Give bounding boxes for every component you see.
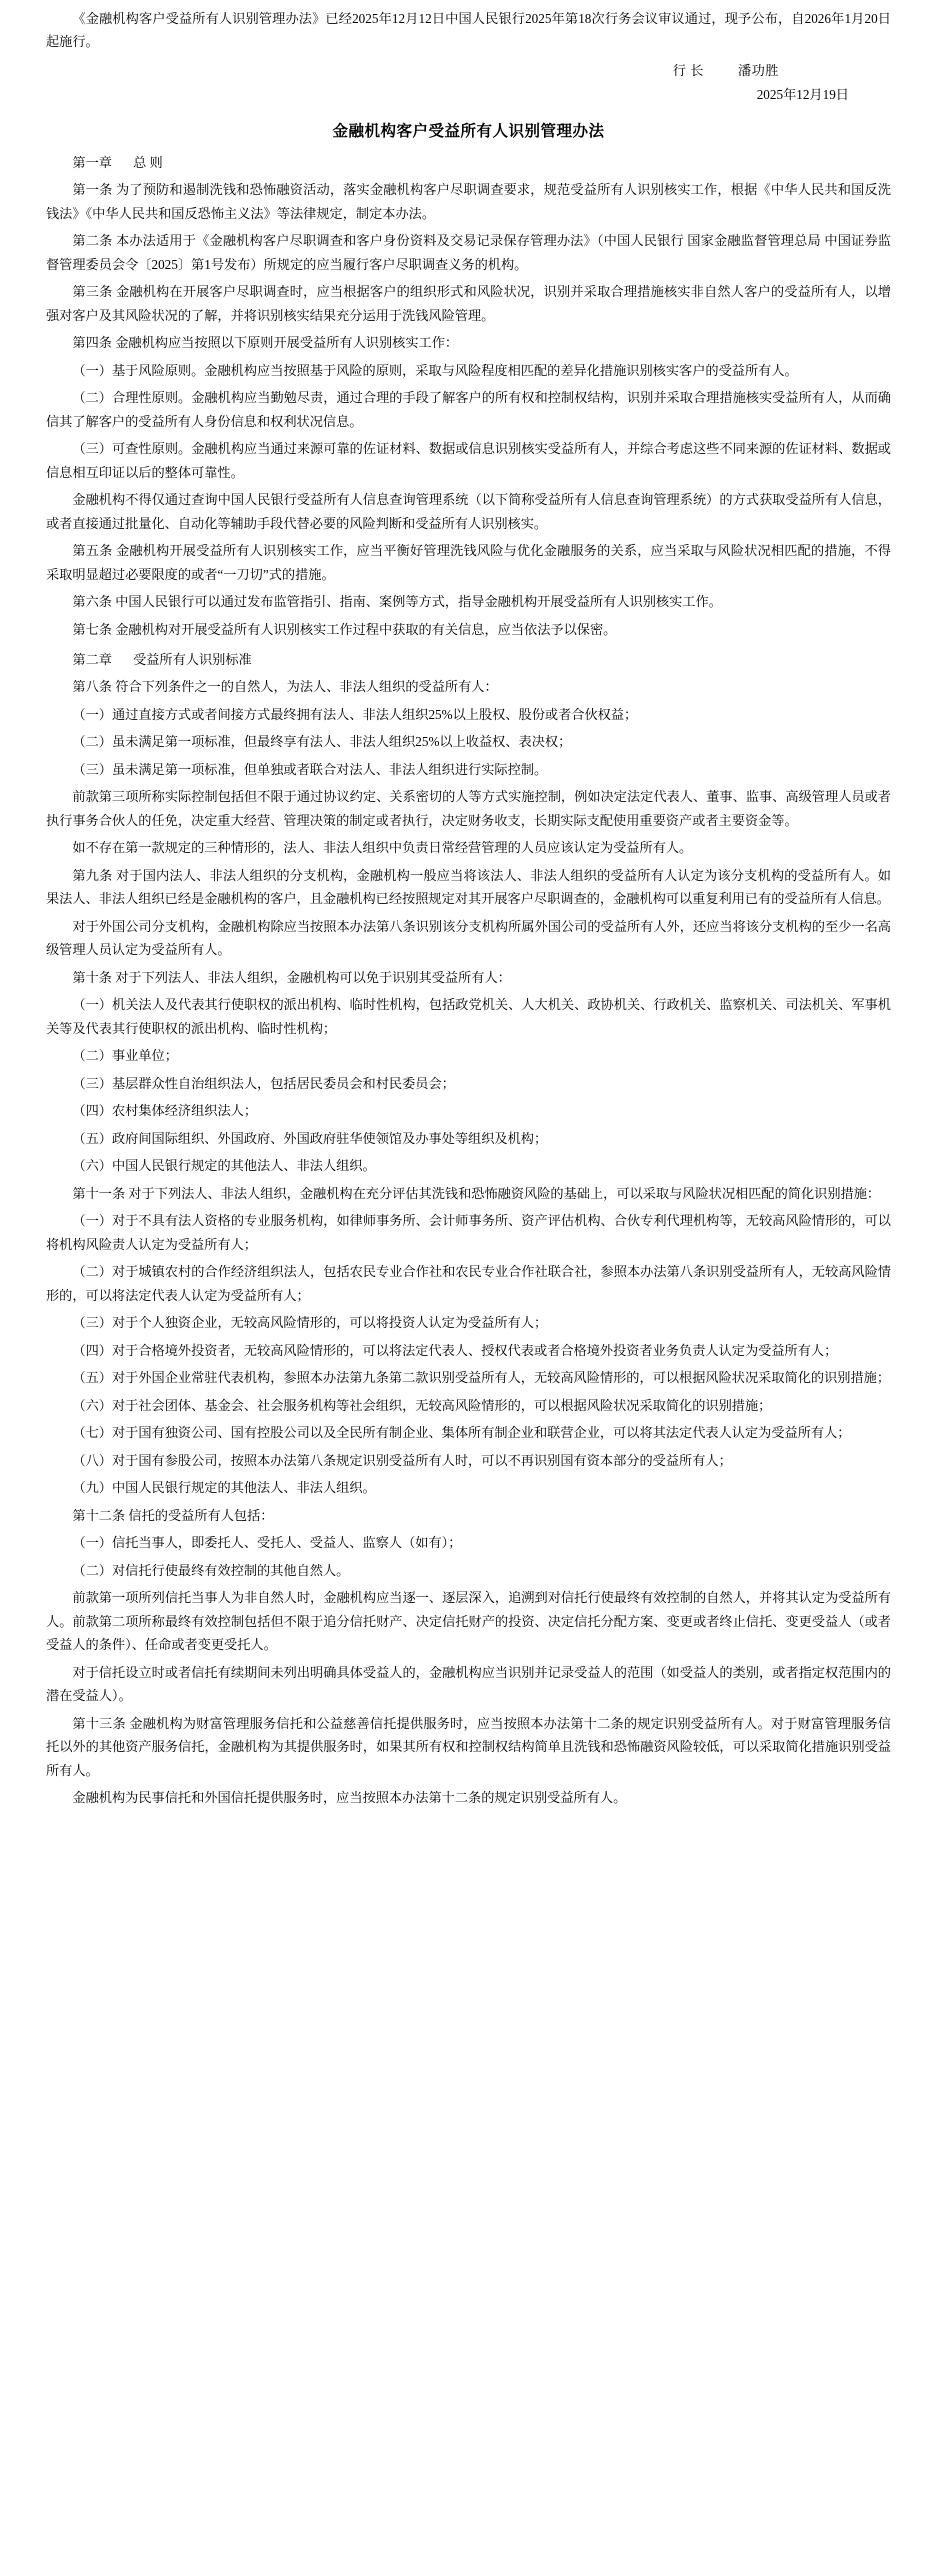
signature-line bbox=[46, 59, 891, 83]
signature-name: 潘功胜 bbox=[737, 63, 779, 79]
article-paragraph: （一）对于不具有法人资格的专业服务机构，如律师事务所、会计师事务所、资产评估机构、合伙专利代理机构等，无较高风险情形的，可以将机构风险责人认定为受益所有人； bbox=[46, 1213, 891, 1252]
article-paragraph: 第四条 金融机构应当按照以下原则开展受益所有人识别核实工作： bbox=[72, 335, 459, 351]
chapter-name: 总 则 bbox=[133, 154, 163, 170]
article-paragraph: 第六条 中国人民银行可以通过发布监管指引、指南、案例等方式，指导金融机构开展受益所有人识别核实工作。 bbox=[72, 594, 722, 610]
article-paragraph: 第一条 为了预防和遏制洗钱和恐怖融资活动，落实金融机构客户尽职调查要求，规范受益所有人识别核实工作，根据《中华人民共和国反洗钱法》《中华人民共和国反恐怖主义法》等法律规定，制定本办法。 bbox=[46, 182, 891, 221]
article-paragraph: （一）信托当事人，即委托人、受托人、受益人、监察人（如有）； bbox=[72, 1535, 462, 1551]
article-paragraph: （二）对信托行使最终有效控制的其他自然人。 bbox=[72, 1562, 350, 1578]
signature-label: 行 长 bbox=[672, 63, 704, 79]
article-paragraph: 第三条 金融机构在开展客户尽职调查时，应当根据客户的组织形式和风险状况，识别并采取合理措施核实非自然人客户的受益所有人，以增强对客户及其风险状况的了解，并将识别核实结果充分运用于洗钱风险管理。 bbox=[46, 284, 891, 323]
article-paragraph: 前款第三项所称实际控制包括但不限于通过协议约定、关系密切的人等方式实施控制，例如决定法定代表人、董事、监事、高级管理人员或者执行事务合伙人的任免，决定重大经营、管理决策的制定或者执行，决定财务收支，长期实际支配使用重要资产或者主要资金等。 bbox=[46, 789, 891, 828]
article-paragraph: （六）对于社会团体、基金会、社会服务机构等社会组织，无较高风险情形的，可以根据风险状况采取简化的识别措施； bbox=[72, 1397, 772, 1413]
article-paragraph: 第十三条 金融机构为财富管理服务信托和公益慈善信托提供服务时，应当按照本办法第十二条的规定识别受益所有人。对于财富管理服务信托以外的其他资产服务信托，金融机构为其提供服务时，如果其所有权和控制权结构简单且洗钱和恐怖融资风险较低，可以采取简化措施识别受益所有人。 bbox=[46, 1715, 891, 1778]
page-title: 金融机构客户受益所有人识别管理办法 bbox=[332, 122, 605, 140]
article-paragraph: （三）对于个人独资企业，无较高风险情形的，可以将投资人认定为受益所有人； bbox=[72, 1315, 548, 1331]
chapter-heading bbox=[46, 151, 891, 174]
article-paragraph: 金融机构不得仅通过查询中国人民银行受益所有人信息查询管理系统（以下简称受益所有人信息查询管理系统）的方式获取受益所有人信息，或者直接通过批量化、自动化等辅助手段代替必要的风险判断和受益所有人识别核实。 bbox=[46, 492, 891, 531]
article-paragraph: （二）虽未满足第一项标准，但最终享有法人、非法人组织25%以上收益权、表决权； bbox=[72, 734, 572, 750]
article-paragraph: （四）对于合格境外投资者，无较高风险情形的，可以将法定代表人、授权代表或者合格境外投资者业务负责人认定为受益所有人； bbox=[72, 1342, 838, 1358]
article-paragraph: （三）可查性原则。金融机构应当通过来源可靠的佐证材料、数据或信息识别核实受益所有人，并综合考虑这些不同来源的佐证材料、数据或信息相互印证以后的整体可靠性。 bbox=[46, 441, 891, 480]
chapter-heading bbox=[46, 648, 891, 671]
chapter-name: 受益所有人识别标准 bbox=[133, 652, 252, 668]
preamble-paragraph: 《金融机构客户受益所有人识别管理办法》已经2025年12月12日中国人民银行2025年第18次行务会议审议通过，现予公布，自2026年1月20日起施行。 bbox=[46, 11, 891, 49]
issue-date: 2025年12月19日 bbox=[756, 87, 849, 103]
chapter-number: 第二章 bbox=[72, 652, 112, 668]
article-paragraph: （六）中国人民银行规定的其他法人、非法人组织。 bbox=[72, 1158, 376, 1174]
article-paragraph: （五）政府间国际组织、外国政府、外国政府驻华使领馆及办事处等组织及机构； bbox=[72, 1130, 548, 1146]
article-paragraph: （四）农村集体经济组织法人； bbox=[72, 1103, 258, 1119]
article-paragraph: （一）机关法人及代表其行使职权的派出机构、临时性机构，包括政党机关、人大机关、政协机关、行政机关、监察机关、司法机关、军事机关等及代表其行使职权的派出机构、临时性机构； bbox=[46, 997, 891, 1036]
document-body bbox=[46, 151, 891, 1810]
article-paragraph: 第七条 金融机构对开展受益所有人识别核实工作过程中获取的有关信息，应当依法予以保密。 bbox=[72, 621, 617, 637]
article-paragraph: （五）对于外国企业常驻代表机构，参照本办法第九条第二款识别受益所有人，无较高风险情形的，可以根据风险状况采取简化的识别措施； bbox=[72, 1370, 891, 1386]
article-paragraph: 金融机构为民事信托和外国信托提供服务时，应当按照本办法第十二条的规定识别受益所有人。 bbox=[72, 1790, 627, 1806]
article-paragraph: 第九条 对于国内法人、非法人组织的分支机构，金融机构一般应当将该法人、非法人组织的受益所有人认定为该分支机构的受益所有人。如果法人、非法人组织已经是金融机构的客户，且金融机构已经按照规定对其开展客户尽职调查的，金融机构可以重复利用已有的受益所有人信息。 bbox=[46, 867, 891, 907]
article-paragraph: 如不存在第一款规定的三种情形的，法人、非法人组织中负责日常经营管理的人员应该认定为受益所有人。 bbox=[72, 840, 693, 856]
article-paragraph: （九）中国人民银行规定的其他法人、非法人组织。 bbox=[72, 1480, 376, 1496]
article-paragraph: （一）通过直接方式或者间接方式最终拥有法人、非法人组织25%以上股权、股份或者合伙权益； bbox=[72, 706, 638, 722]
article-paragraph: （二）事业单位； bbox=[72, 1048, 178, 1064]
article-paragraph: （三）虽未满足第一项标准，但单独或者联合对法人、非法人组织进行实际控制。 bbox=[72, 761, 548, 777]
article-paragraph: 第二条 本办法适用于《金融机构客户尽职调查和客户身份资料及交易记录保存管理办法》（中国人民银行 国家金融监督管理总局 中国证券监督管理委员会令〔2025〕第1号发布）所规定的应当履行客户尽职调查义务的机构。 bbox=[46, 233, 891, 272]
article-paragraph: 第八条 符合下列条件之一的自然人，为法人、非法人组织的受益所有人： bbox=[72, 679, 498, 695]
article-paragraph: 对于信托设立时或者信托有续期间未列出明确具体受益人的，金融机构应当识别并记录受益人的范围（如受益人的类别，或者指定权范围内的潜在受益人）。 bbox=[46, 1664, 891, 1704]
article-paragraph: 第十条 对于下列法人、非法人组织，金融机构可以免于识别其受益所有人： bbox=[72, 969, 511, 985]
article-paragraph: （三）基层群众性自治组织法人，包括居民委员会和村民委员会； bbox=[72, 1075, 455, 1091]
chapter-number: 第一章 bbox=[72, 154, 112, 170]
article-paragraph: （二）合理性原则。金融机构应当勤勉尽责，通过合理的手段了解客户的所有权和控制权结构，识别并采取合理措施核实受益所有人，从而确信其了解客户的受益所有人身份信息和权利状况信息。 bbox=[46, 390, 891, 429]
article-paragraph: （二）对于城镇农村的合作经济组织法人，包括农民专业合作社和农民专业合作社联合社，参照本办法第八条识别受益所有人，无较高风险情形的，可以将法定代表人认定为受益所有人； bbox=[46, 1264, 891, 1303]
article-paragraph: 对于外国公司分支机构，金融机构除应当按照本办法第八条识别该分支机构所属外国公司的受益所有人外，还应当将该分支机构的至少一名高级管理人员认定为受益所有人。 bbox=[46, 918, 891, 958]
article-paragraph: （一）基于风险原则。金融机构应当按照基于风险的原则，采取与风险程度相匹配的差异化措施识别核实客户的受益所有人。 bbox=[72, 362, 798, 378]
article-paragraph: 第五条 金融机构开展受益所有人识别核实工作，应当平衡好管理洗钱风险与优化金融服务的关系，应当采取与风险状况相匹配的措施，不得采取明显超过必要限度的或者“一刀切”式的措施。 bbox=[46, 543, 891, 582]
article-paragraph: （八）对于国有参股公司，按照本办法第八条规定识别受益所有人时，可以不再识别国有资本部分的受益所有人； bbox=[72, 1452, 732, 1468]
article-paragraph: 第十二条 信托的受益所有人包括： bbox=[72, 1507, 274, 1523]
article-paragraph: （七）对于国有独资公司、国有控股公司以及全民所有制企业、集体所有制企业和联营企业，可以将其法定代表人认定为受益所有人； bbox=[72, 1425, 851, 1441]
article-paragraph: 第十一条 对于下列法人、非法人组织，金融机构在充分评估其洗钱和恐怖融资风险的基础上，可以采取与风险状况相匹配的简化识别措施： bbox=[72, 1185, 881, 1201]
article-paragraph: 前款第一项所列信托当事人为非自然人时，金融机构应当逐一、逐层深入，追溯到对信托行使最终有效控制的自然人，并将其认定为受益所有人。前款第二项所称最终有效控制包括但不限于追分信托财产、决定信托财产的投资、决定信托分配方案、变更或者终止信托、变更受益人（或者受益人的条件）、任命或者变更受托人。 bbox=[46, 1590, 891, 1653]
